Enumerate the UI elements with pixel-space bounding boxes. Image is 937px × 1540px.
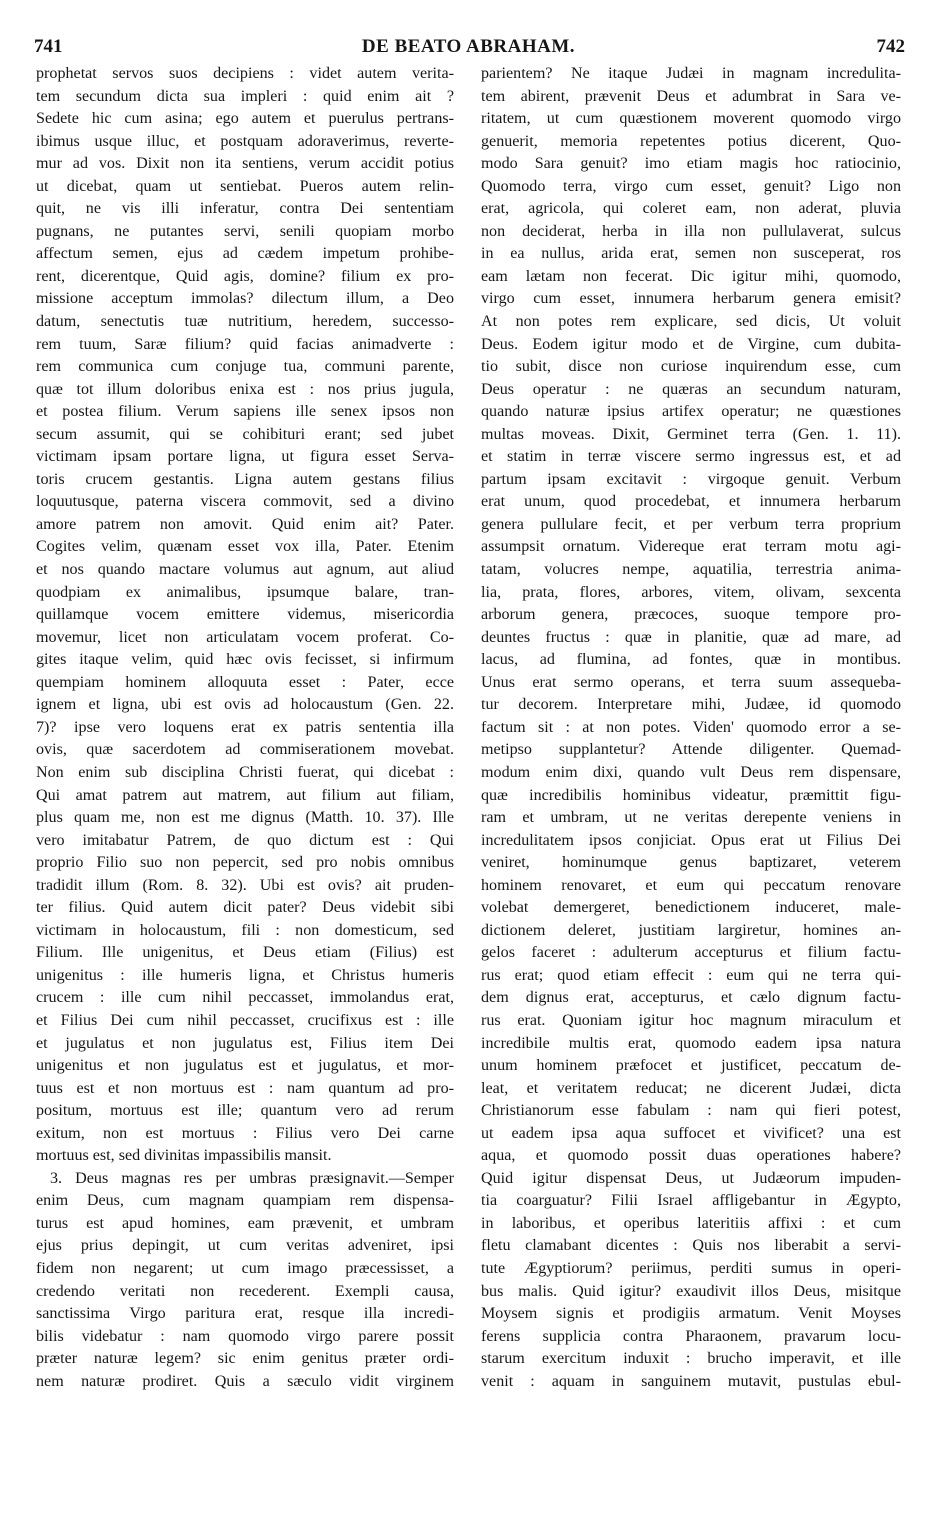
text-line: ter filius. Quid autem dicit pater? Deus videbit sibi <box>36 899 454 917</box>
text-line: parientem? Ne itaque Judæi in magnam incredulita- <box>481 65 901 82</box>
text-line: tatam, volucres nempe, aquatilia, terrestria anima- <box>481 561 901 579</box>
text-line: quit, ne vis illi inferatur, contra Dei sententiam <box>36 200 454 218</box>
text-line: datum, senectutis tuæ nutritium, heredem, successo- <box>36 313 454 331</box>
text-line: Qui amat patrem aut matrem, aut filium aut filiam, <box>36 786 454 804</box>
text-line: in ea nullus, arida erat, semen non susceperat, ros <box>481 245 901 263</box>
text-line: leat, et veritatem reducat; ne dicerent Judæi, dicta <box>481 1079 901 1097</box>
text-line: incredulitatem ipsos conjiciat. Opus erat ut Filius Dei <box>481 831 901 849</box>
text-line: dem dignus erat, accepturus, et cælo dignum factu- <box>481 989 901 1007</box>
text-line: turus est apud homines, eam prævenit, et umbram <box>36 1214 454 1232</box>
text-line: vero imitabatur Patrem, de quo dictum est : Qui <box>36 831 454 849</box>
text-line: et Filius Dei cum nihil peccasset, crucifixus est : ille <box>36 1011 454 1029</box>
text-line: unigenitus et non jugulatus est et jugulatus, et mor- <box>36 1057 454 1075</box>
text-line: victimam ipsam portare ligna, ut figura esset Serva- <box>36 448 454 466</box>
text-line: Deus operatur : ne quæras an secundum naturam, <box>481 380 901 398</box>
text-line: quodpiam ex animalibus, ipsumque balare, tran- <box>36 583 454 601</box>
text-line: lia, prata, flores, arbores, vitem, olivam, sexcenta <box>481 583 901 601</box>
text-line: 7)? ipse vero loquens erat ex patris sententia illa <box>36 718 454 736</box>
text-line: exitum, non est mortuus : Filius vero Dei carne <box>36 1124 454 1142</box>
text-line: plus quam me, non est me dignus (Matth. 10. 37). Ille <box>36 809 454 827</box>
page-number-left: 741 <box>34 36 63 57</box>
text-line: amore patrem non amovit. Quid enim ait? Pater. <box>36 515 454 533</box>
text-line: credendo veritati non recederent. Exempli causa, <box>36 1282 454 1300</box>
text-line: et statim in terræ viscere sermo ingressus est, et ad <box>481 448 901 466</box>
text-line: rem communica cum conjuge tua, communi parente, <box>36 358 454 376</box>
text-line: erat, agricola, qui coleret eam, non aderat, pluvia <box>481 200 901 218</box>
text-line: tradidit illum (Rom. 8. 32). Ubi est ovis? ait pruden- <box>36 876 454 894</box>
text-line: quæ tot illum doloribus enixa est : nos prius jugula, <box>36 380 454 398</box>
text-line: præter naturæ legem? sic enim genitus præter ordi- <box>36 1350 454 1368</box>
text-line: arborum genera, præcoces, suoque tempore pro- <box>481 606 901 624</box>
text-line: enim Deus, cum magnam quampiam rem dispensa- <box>36 1192 454 1210</box>
text-line: assumpsit ornatum. Videreque erat terram motu agi- <box>481 538 901 556</box>
text-line: Christianorum esse fabulam : nam qui fieri potest, <box>481 1102 901 1120</box>
text-line: deuntes fructus : quæ in planitie, quæ ad mare, ad <box>481 628 901 646</box>
text-line: ritatem, ut cum quæstionem moverent quomodo virgo <box>481 110 901 128</box>
text-line: dictionem deleret, justitiam largiretur, homines an- <box>481 921 901 939</box>
running-head <box>30 36 907 60</box>
text-line: venit : aquam in sanguinem mutavit, pustulas ebul- <box>481 1372 901 1390</box>
text-line: Quomodo terra, virgo cum esset, genuit? Ligo non <box>481 177 901 195</box>
text-line: Unus erat sermo operans, et terra suum assequeba- <box>481 673 901 691</box>
page-title: DE BEATO ABRAHAM. <box>361 36 576 57</box>
text-line: genuerit, memoria repetentes potius dicerent, Quo- <box>481 132 901 150</box>
text-line: virgo cum esset, innumera herbarum genera emisit? <box>481 290 901 308</box>
text-line: loquutusque, paterna viscera commovit, sed a divino <box>36 493 454 511</box>
text-line: tem secundum dicta sua impleri : quid enim ait ? <box>36 87 454 105</box>
text-line: metipso supplantetur? Attende diligenter. Quemad- <box>481 741 901 759</box>
text-line: incredibile multis erat, quomodo eadem ipsa natura <box>481 1034 901 1052</box>
text-line: rus erat. Quoniam igitur hoc magnum miraculum et <box>481 1011 901 1029</box>
text-line: non deciderat, herba in illa non pullulaverat, sulcus <box>481 222 901 240</box>
text-line: bus malis. Quid igitur? exaudivit illos Deus, misitque <box>481 1282 901 1300</box>
text-line: ovis, quæ sacerdotem ad commiserationem movebat. <box>36 741 454 759</box>
text-line: partum ipsam excitavit : virgoque genuit. Verbum <box>481 470 901 488</box>
text-line: At non potes rem explicare, sed dicis, Ut voluit <box>481 313 901 331</box>
text-line: ibimus usque illuc, et postquam adoraverimus, reverte- <box>36 132 454 150</box>
text-line: Sedete hic cum asina; ego autem et puerulus pertrans- <box>36 110 454 128</box>
text-line: unum hominem præfocet et justificet, peccatum de- <box>481 1057 901 1075</box>
text-line: fidem non negarent; ut cum imago præcessisset, a <box>36 1259 454 1277</box>
text-line: 3. Deus magnas res per umbras præsignavit.—Semper <box>50 1169 454 1187</box>
text-line: gelos faceret : adulterum accepturus et filium factu- <box>481 944 901 962</box>
text-line: quæ incredibilis hominibus videatur, præmittit figu- <box>481 786 901 804</box>
text-line: positum, mortuus est ille; quantum vero ad rerum <box>36 1102 454 1120</box>
text-line: tem abirent, prævenit Deus et adumbrat in Sara ve- <box>481 87 901 105</box>
text-line: Non enim sub disciplina Christi fuerat, qui dicebat : <box>36 763 454 781</box>
text-line: sanctissima Virgo paritura erat, resque illa incredi- <box>36 1305 454 1323</box>
text-line: genera pullulare fecit, et per verbum terra proprium <box>481 515 901 533</box>
text-line: Filium. Ille unigenitus, et Deus etiam (Filius) est <box>36 944 454 962</box>
text-line: proprio Filio suo non pepercit, sed pro nobis omnibus <box>36 854 454 872</box>
text-line: aqua, et quomodo possit duas operationes habere? <box>481 1147 901 1165</box>
text-line: affectum semen, ejus ad cædem impetum prohibe- <box>36 245 454 263</box>
text-line: rent, dicerentque, Quid agis, domine? filium ex pro- <box>36 267 454 285</box>
text-line: prophetat servos suos decipiens : videt autem verita- <box>36 65 454 82</box>
text-line: fletu clamabant dicentes : Quis nos liberabit a servi- <box>481 1237 901 1255</box>
text-line: ferens supplicia contra Pharaonem, pravarum locu- <box>481 1327 901 1345</box>
text-line: bilis videbatur : nam quomodo virgo parere possit <box>36 1327 454 1345</box>
text-line: ram et umbram, ut ne veritas derepente veniens in <box>481 809 901 827</box>
text-line: secum assumit, qui se cohibituri erant; sed jubet <box>36 425 454 443</box>
right-column <box>481 63 901 1513</box>
text-line: ut eadem ipsa aqua suffocet et vivificet? una est <box>481 1124 901 1142</box>
text-line: tia coarguatur? Filii Israel affligebantur in Ægypto, <box>481 1192 901 1210</box>
text-line: rus erat; quod etiam effecit : eum qui ne terra qui- <box>481 966 901 984</box>
text-line: victimam in holocaustum, fili : non domesticum, sed <box>36 921 454 939</box>
text-line: et jugulatus et non jugulatus est, Filius item Dei <box>36 1034 454 1052</box>
text-line: mur ad vos. Dixit non ita sentiens, verum accidit potius <box>36 155 454 173</box>
text-line: veniret, hominumque genus baptizaret, veterem <box>481 854 901 872</box>
text-line: et nos quando mactare volumus aut agnum, aut aliud <box>36 561 454 579</box>
text-line: nem naturæ prodiret. Quis a sæculo vidit virginem <box>36 1372 454 1390</box>
text-line: pugnans, ne putantes servi, senili quopiam morbo <box>36 222 454 240</box>
text-line: multas moveas. Dixit, Germinet terra (Gen. 1. 11). <box>481 425 901 443</box>
text-line: Quid igitur dispensat Deus, ut Judæorum impuden- <box>481 1169 901 1187</box>
text-line: modum enim dixi, quando vult Deus rem dispensare, <box>481 763 901 781</box>
text-line: mortuus est, sed divinitas impassibilis mansit. <box>36 1147 332 1165</box>
text-line: rem tuum, Saræ filium? quid facias animadverte : <box>36 335 454 353</box>
text-line: ut dicebat, quam ut sentiebat. Pueros autem relin- <box>36 177 454 195</box>
text-line: quillamque vocem emittere videmus, misericordia <box>36 606 454 624</box>
text-line: Cogites velim, quænam esset vox illa, Pater. Etenim <box>36 538 454 556</box>
text-line: erat unum, quod procedebat, et innumera herbarum <box>481 493 901 511</box>
text-line: volebat demergeret, benedictionem induceret, male- <box>481 899 901 917</box>
text-line: Deus. Eodem igitur modo et de Virgine, cum dubita- <box>481 335 901 353</box>
text-line: quando naturæ ipsius artifex operatur; ne quæstiones <box>481 403 901 421</box>
text-line: Moysem signis et prodigiis armatum. Venit Moyses <box>481 1305 901 1323</box>
text-line: movemur, licet non articulatam vocem proferat. Co- <box>36 628 454 646</box>
text-line: et postea filium. Verum sapiens ille senex ipsos non <box>36 403 454 421</box>
left-column <box>36 63 454 1513</box>
page-number-right: 742 <box>876 36 905 57</box>
text-line: quempiam hominem alloquuta esset : Pater, ecce <box>36 673 454 691</box>
text-line: missione acceptum immolas? dilectum illum, a Deo <box>36 290 454 308</box>
text-line: factum sit : at non potes. Viden' quomodo error a se- <box>481 718 901 736</box>
text-line: tio subit, disce non curiose inquirendum esse, cum <box>481 358 901 376</box>
text-line: unigenitus : ille humeris ligna, et Christus humeris <box>36 966 454 984</box>
text-line: lacus, ad flumina, ad fontes, quæ in montibus. <box>481 651 901 669</box>
text-line: tuus est et non mortuus est : nam quantum ad pro- <box>36 1079 454 1097</box>
text-line: toris crucem gestantis. Ligna autem gestans filius <box>36 470 454 488</box>
text-line: eam lætam non fecerat. Dic igitur mihi, quomodo, <box>481 267 901 285</box>
text-line: tute Ægyptiorum? periimus, perditi sumus in operi- <box>481 1259 901 1277</box>
text-line: modo Sara genuit? imo etiam magis hoc ratiocinio, <box>481 155 901 173</box>
text-line: tur decorem. Interpretare mihi, Judæe, id quomodo <box>481 696 901 714</box>
text-line: starum exercitum induxit : brucho imperavit, et ille <box>481 1350 901 1368</box>
text-line: ejus prius depingit, ut cum veritas adveniret, ipsi <box>36 1237 454 1255</box>
text-line: ignem et ligna, ubi est ovis ad holocaustum (Gen. 22. <box>36 696 454 714</box>
text-line: crucem : ille cum nihil peccasset, immolandus erat, <box>36 989 454 1007</box>
text-line: hominem renovaret, et eum qui peccatum renovare <box>481 876 901 894</box>
text-line: gites itaque velim, quid hæc ovis fecisset, si infirmum <box>36 651 454 669</box>
text-line: in laboribus, et operibus lateritiis affixi : et cum <box>481 1214 901 1232</box>
